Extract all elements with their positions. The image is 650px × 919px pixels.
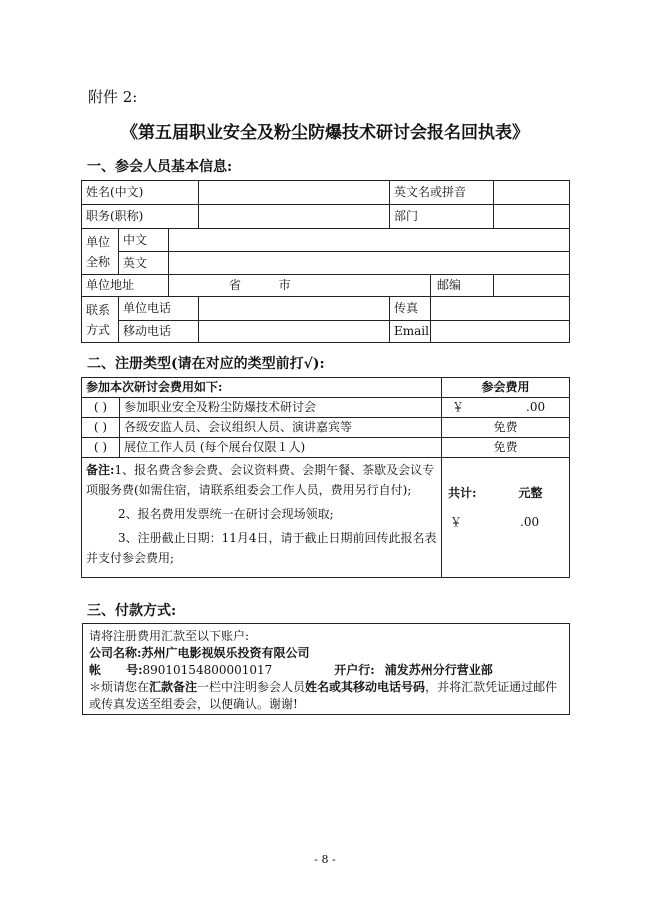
- notes-cell: [82, 458, 442, 578]
- fee-symposium-value: .00: [526, 400, 546, 414]
- item-officials: 各级安监人员、会议组织人员、演讲嘉宾等: [120, 418, 442, 438]
- notice-part-e: ，并将汇款凭证通过邮件或传真发送至组委会，以便确认。谢谢!: [89, 680, 558, 711]
- payment-notice: [89, 679, 563, 713]
- section-3-heading: 三、付款方式:: [87, 603, 177, 619]
- notice-part-c: 一栏中注明参会人员: [197, 680, 306, 694]
- account-label: 帐 号:: [89, 663, 143, 677]
- currency-symbol: ￥: [452, 400, 465, 414]
- name-cn-label: 姓名(中文): [82, 181, 199, 205]
- attendee-info-table: [81, 180, 570, 343]
- unit-name-cn-field[interactable]: [169, 229, 570, 252]
- total-currency-symbol: ￥: [450, 515, 463, 529]
- email-field[interactable]: [431, 321, 570, 343]
- note-1: 1、报名费含参会费、会议资料费、会期午餐、茶歇及会议专项服务费(如需住宿，请联系组委会工作人员，费用另行自付);: [86, 463, 435, 497]
- notice-name-or-phone: 姓名或其移动电话号码: [305, 680, 426, 694]
- unit-name-en-field[interactable]: [169, 252, 570, 275]
- unit-phone-label: 单位电话: [119, 297, 199, 321]
- name-en-label: 英文名或拼音: [390, 181, 494, 205]
- fee-header: 参会费用: [442, 378, 570, 398]
- checkbox-officials[interactable]: ( ): [82, 418, 120, 438]
- section-2-heading: 二、注册类型(请在对应的类型前打√):: [87, 356, 325, 372]
- unit-name-cn-label: 中文: [119, 229, 169, 252]
- fee-items-header: 参加本次研讨会费用如下:: [82, 378, 442, 398]
- notice-part-a: ＊烦请您在: [89, 680, 150, 694]
- total-cell: [442, 458, 570, 578]
- fee-officials: 免费: [442, 418, 570, 438]
- payment-box: [82, 623, 570, 715]
- note-3: 3、注册截止日期：11月4日，请于截止日期前回传此报名表并支付参会费用;: [86, 531, 437, 565]
- page-number: - 8 -: [314, 853, 336, 866]
- section-1-heading: 一、参会人员基本信息:: [87, 159, 233, 175]
- fax-field[interactable]: [431, 297, 570, 321]
- name-cn-field[interactable]: [199, 181, 390, 205]
- item-booth-staff: 展位工作人员 (每个展台仅限１人): [120, 438, 442, 458]
- unit-address-label: 单位地址: [82, 275, 169, 297]
- fee-booth-staff: 免费: [442, 438, 570, 458]
- annex-label: 附件 2:: [88, 88, 138, 106]
- payment-intro: 请将注册费用汇款至以下账户:: [89, 629, 250, 643]
- checkbox-booth-staff[interactable]: ( ): [82, 438, 120, 458]
- postcode-field[interactable]: [494, 275, 570, 297]
- postcode-label: 邮编: [431, 275, 494, 297]
- name-en-field[interactable]: [494, 181, 570, 205]
- company-label: 公司名称:: [89, 646, 142, 660]
- note-2: 2、报名费用发票统一在研讨会现场领取;: [118, 507, 334, 521]
- position-label: 职务(职称): [82, 205, 199, 229]
- fee-symposium: [442, 398, 570, 418]
- department-field[interactable]: [494, 205, 570, 229]
- unit-address-field[interactable]: [169, 275, 431, 297]
- total-value: .00: [520, 515, 540, 529]
- city-label: 市: [278, 278, 291, 292]
- registration-table: [81, 377, 570, 578]
- notes-label: 备注:: [86, 463, 115, 477]
- department-label: 部门: [390, 205, 494, 229]
- form-title: 《第五届职业安全及粉尘防爆技术研讨会报名回执表》: [121, 123, 529, 143]
- total-unit: 元整: [518, 486, 543, 500]
- mobile-field[interactable]: [199, 321, 390, 343]
- account-number: 89010154800001017: [142, 663, 273, 677]
- position-field[interactable]: [199, 205, 390, 229]
- unit-phone-field[interactable]: [199, 297, 390, 321]
- unit-name-en-label: 英文: [119, 252, 169, 275]
- mobile-label: 移动电话: [119, 321, 199, 343]
- checkbox-symposium[interactable]: ( ): [82, 398, 120, 418]
- total-label: 共计:: [448, 486, 477, 500]
- company-name: 苏州广电影视娱乐投资有限公司: [141, 646, 310, 660]
- province-label: 省: [229, 278, 242, 292]
- fax-label: 传真: [390, 297, 431, 321]
- bank-label: 开户行:: [334, 663, 375, 677]
- contact-label: 联系方式: [82, 297, 119, 343]
- email-label: Email: [390, 321, 431, 343]
- bank-name: 浦发苏州分行营业部: [384, 663, 493, 677]
- notice-remark: 汇款备注: [149, 680, 198, 694]
- unit-name-label: 单位全称: [82, 229, 119, 275]
- item-symposium: 参加职业安全及粉尘防爆技术研讨会: [120, 398, 442, 418]
